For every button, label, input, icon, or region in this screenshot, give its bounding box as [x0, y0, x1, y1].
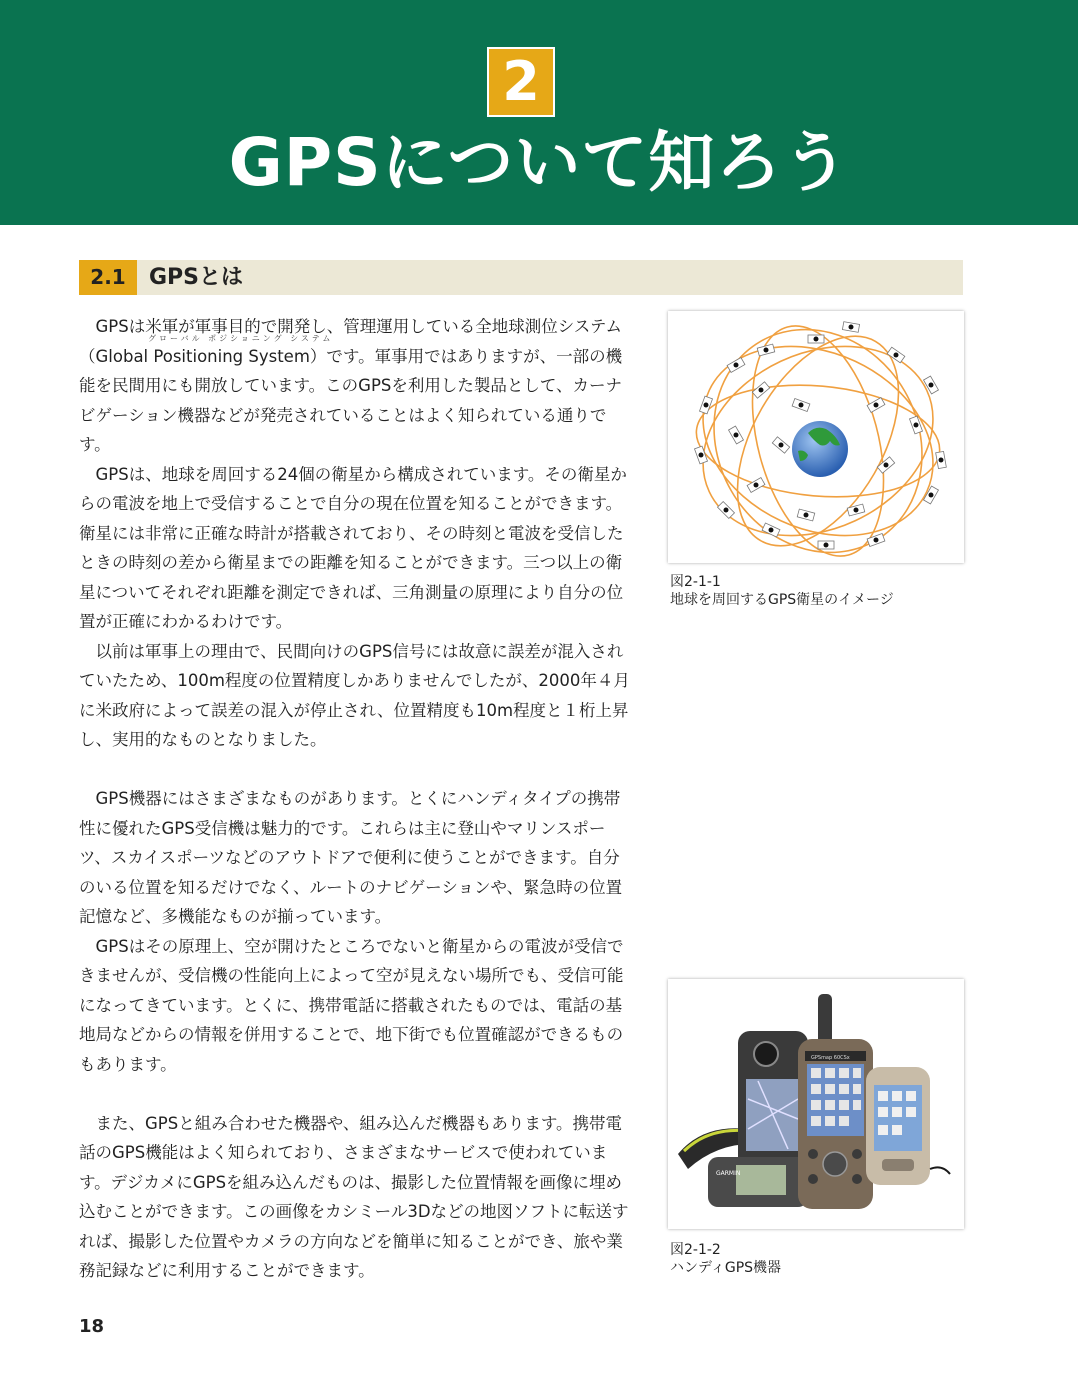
- device-brand-label: GARMIN: [716, 1170, 741, 1177]
- chapter-number-badge: 2: [487, 47, 555, 117]
- section-heading: [79, 260, 963, 295]
- chapter-title: GPSについて知ろう: [228, 124, 850, 201]
- paragraph: また、GPSと組み合わせた機器や、組み込んだ機器もあります。携帯電話のGPS機能はよく知られており、さまざまなサービスで使われています。デジカメにGPSを組み込んだものは、撮影した位置情報を画像に埋め込むことができます。この画像をカシミール3Dなどの地図ソフトに転送すれば、撮影した位置やカメラの方向などを簡単に知ることができ、旅や業務記録などに利用することができます。: [79, 1113, 629, 1280]
- chapter-header: [0, 0, 1078, 225]
- section-number: 2.1: [79, 260, 137, 295]
- figure-2-text: ハンディGPS機器: [670, 1260, 782, 1276]
- paragraph: GPSは、地球を周回する24個の衛星から構成されています。その衛星からの電波を地上で受信することで自分の現在位置を知ることができます。衛星には非常に正確な時計が搭載されており、その時刻と電波を受信したときの時刻の差から衛星までの距離を知ることができます。三つ以上の衛星についてそれぞれ距離を測定できれば、三角測量の原理により自分の位置が正確にわかるわけです。: [79, 464, 627, 631]
- figure-1-caption: [670, 573, 894, 609]
- handheld-devices-illustration: [668, 979, 964, 1229]
- paragraph: GPSはその原理上、空が開けたところでないと衛星からの電波が受信できませんが、受信機の性能向上によって空が見えない場所でも、受信可能になってきています。とくに、携帯電話に搭載されたものでは、電話の基地局などからの情報を併用することで、地下街でも位置確認ができるものもあります。: [79, 936, 624, 1074]
- figure-gps-satellites: [668, 311, 964, 563]
- page-number: 18: [79, 1316, 105, 1337]
- ruby-annotation: グローバル ポジショニング システム: [148, 334, 334, 343]
- section-title: GPSとは: [149, 265, 244, 290]
- paragraph: GPS機器にはさまざまなものがあります。とくにハンディタイプの携帯性に優れたGPS受信機は魅力的です。これらは主に登山やマリンスポーツ、スカイスポーツなどのアウトドアで便利に使うことができます。自分のいる位置を知るだけでなく、ルートのナビゲーションや、緊急時の位置記憶など、多機能なものが揃っています。: [79, 789, 623, 926]
- paragraph: GPSは米軍が軍事目的で開発し、管理運用している全地球測位システム（Global Positioning System）です。軍事用ではありますが、一部の機能を民間用にも開放しています。このGPSを利用した製品として、カーナビゲーション機器などが発売されていることはよく知られている通りです。: [79, 317, 623, 454]
- figure-2-caption: [670, 1241, 781, 1277]
- figure-2-number: 図2-1-2: [670, 1242, 721, 1258]
- satellite-orbit-illustration: [668, 311, 964, 563]
- device-model-label: GPSmap 60CSx: [811, 1055, 850, 1061]
- body-text: [79, 312, 631, 1286]
- figure-1-number: 図2-1-1: [670, 574, 721, 590]
- figure-1-text: 地球を周回するGPS衛星のイメージ: [670, 592, 894, 608]
- figure-handheld-gps: [668, 979, 964, 1229]
- paragraph: 以前は軍事上の理由で、民間向けのGPS信号には故意に誤差が混入されていたため、100m程度の位置精度しかありませんでしたが、2000年４月に米政府によって誤差の混入が停止され、位置精度も10m程度と１桁上昇し、実用的なものとなりました。: [79, 641, 630, 749]
